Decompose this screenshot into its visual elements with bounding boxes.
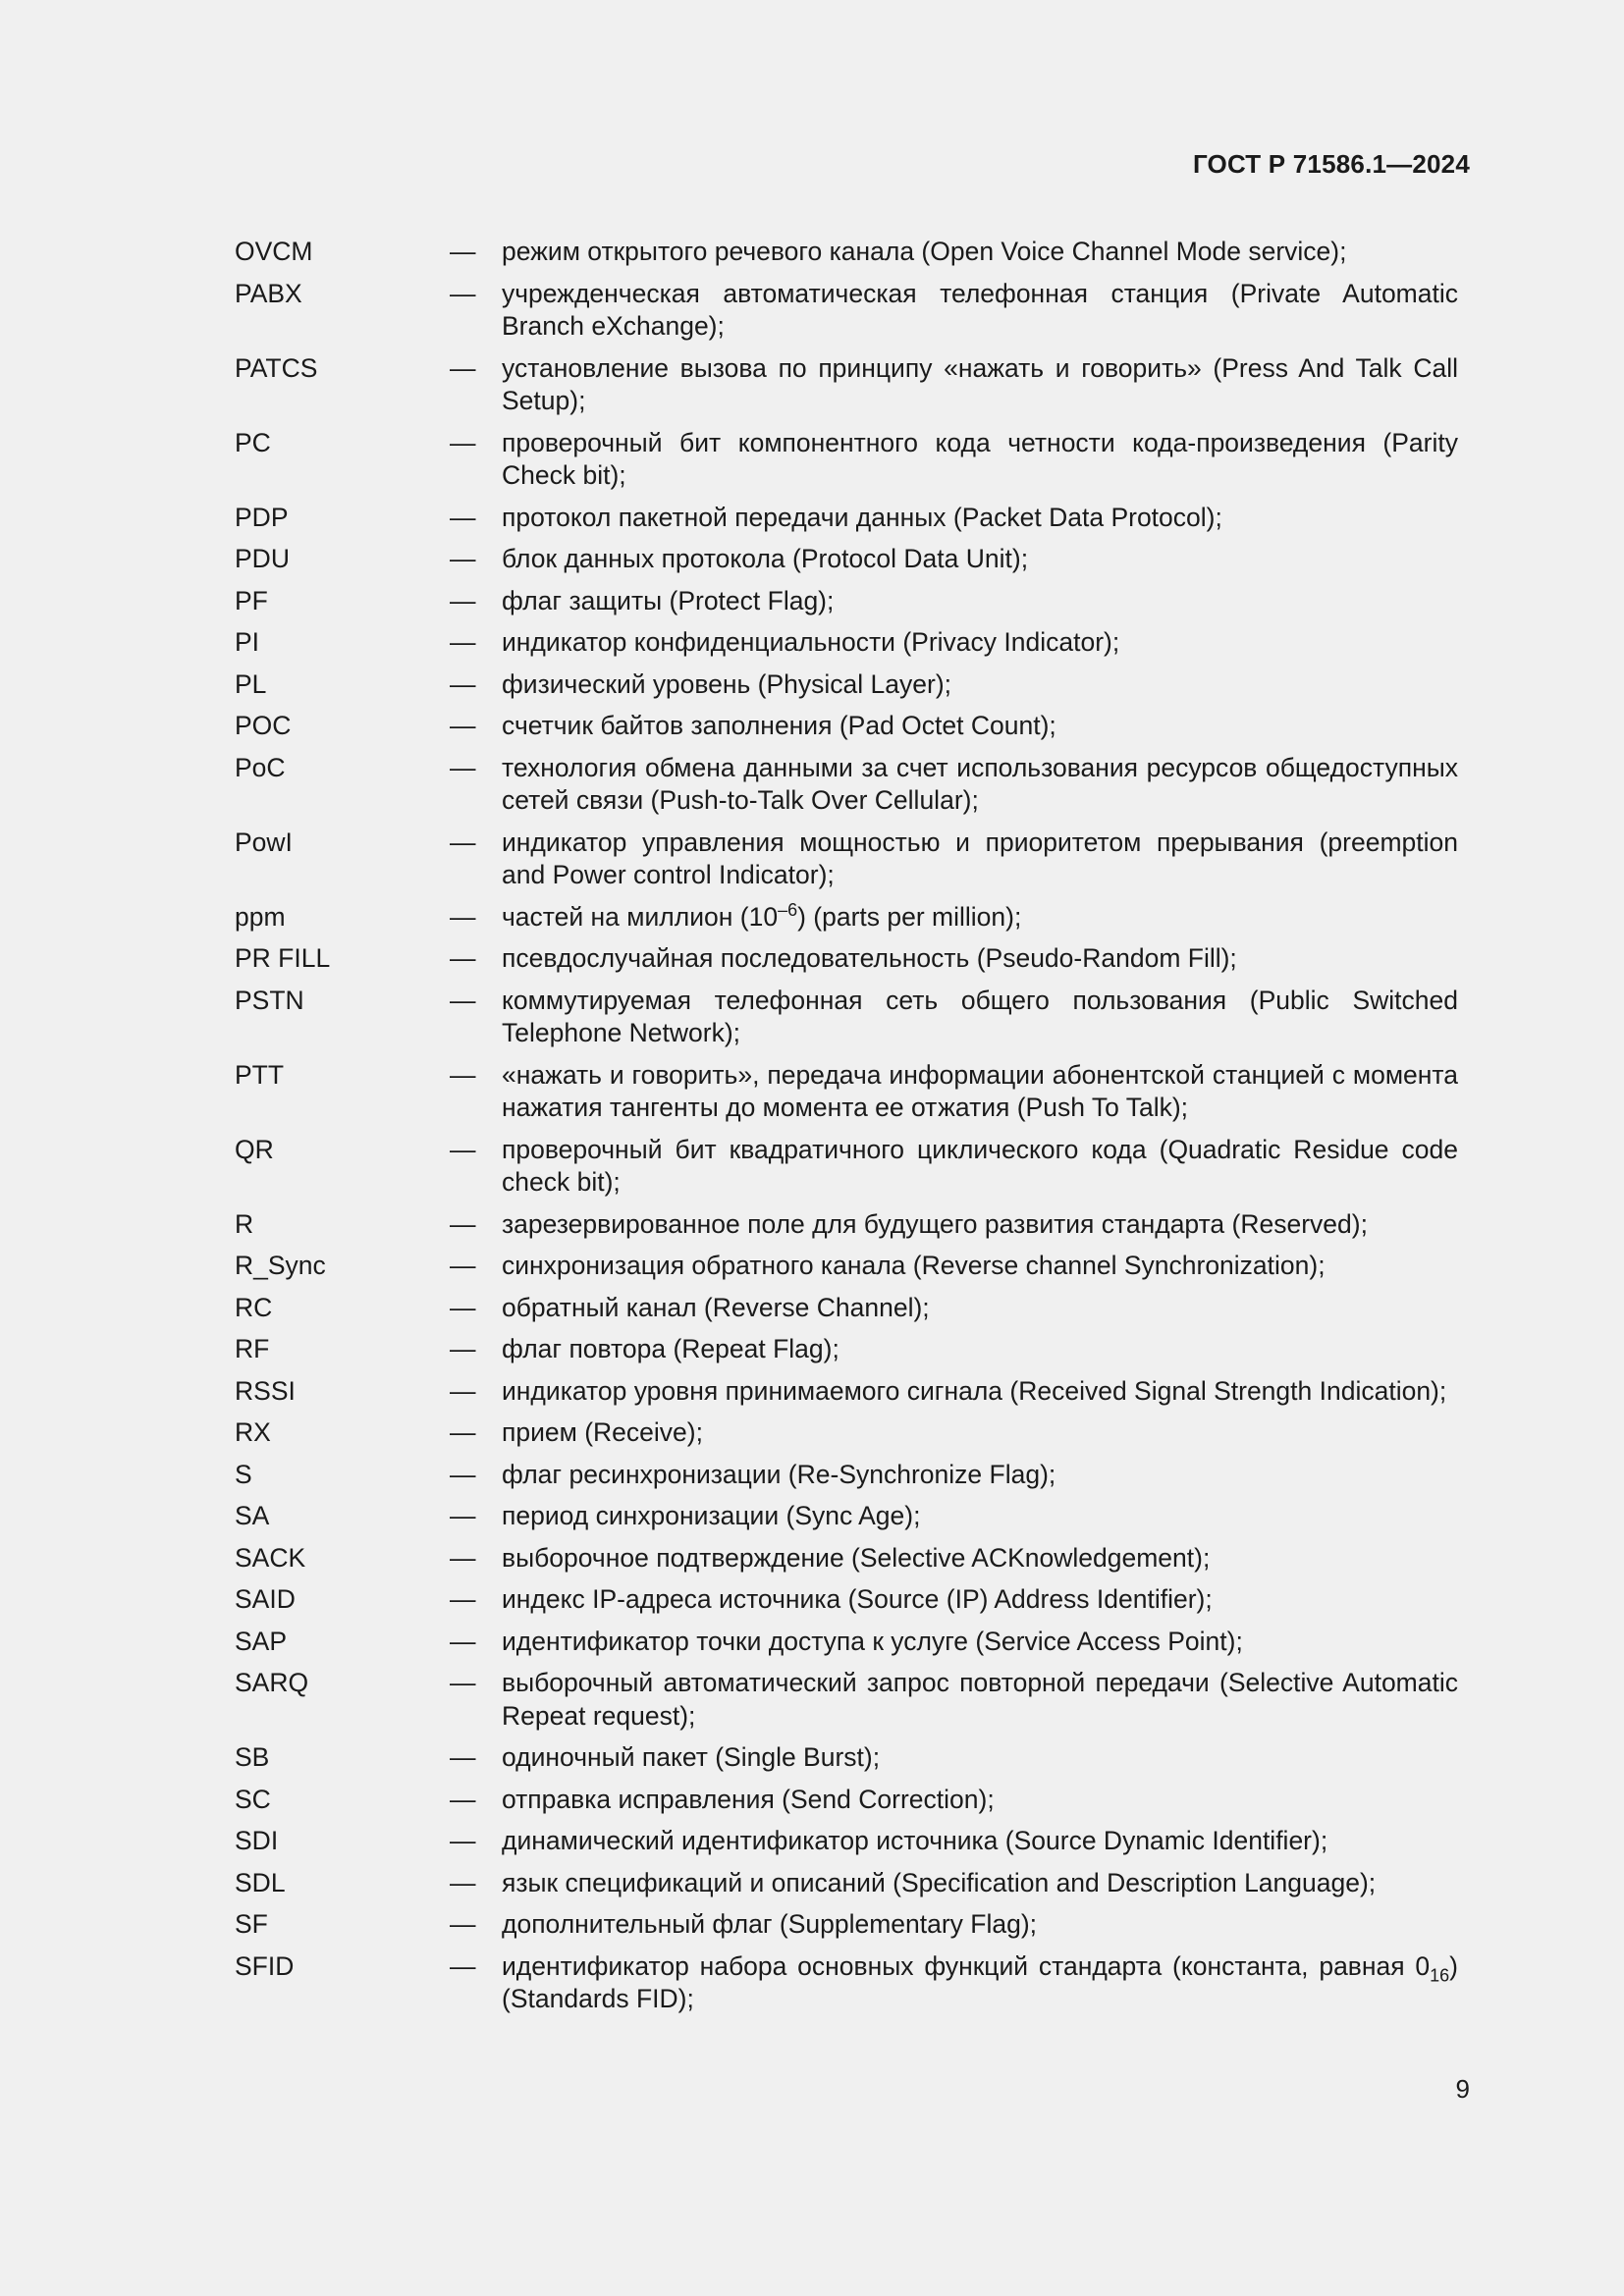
abbreviation-definition: одиночный пакет (Single Burst); <box>502 1742 881 1772</box>
exponent: –6 <box>778 899 798 920</box>
dash-separator: — <box>450 1909 476 1939</box>
page-number: 9 <box>1455 2074 1470 2104</box>
abbreviation-definition: установление вызова по принципу «нажать и говорить» (Press And Talk Call Setup); <box>502 352 1458 415</box>
abbreviation-term: SC <box>235 1784 271 1814</box>
abbreviation-term: SB <box>235 1742 270 1772</box>
abbreviation-term: S <box>235 1459 252 1489</box>
abbreviation-term: PDU <box>235 544 290 573</box>
abbreviation-entry <box>235 1059 1458 1125</box>
abbreviation-entry <box>235 585 1458 618</box>
abbreviation-definition: индикатор конфиденциальности (Privacy Indicator); <box>502 627 1120 657</box>
dash-separator: — <box>450 278 476 308</box>
abbreviation-entry <box>235 1867 1458 1900</box>
abbreviation-list <box>235 236 1458 2025</box>
abbreviation-entry <box>235 1741 1458 1775</box>
dash-separator: — <box>450 585 476 615</box>
dash-separator: — <box>450 1292 476 1322</box>
abbreviation-term: PL <box>235 668 267 699</box>
abbreviation-term: PATCS <box>235 352 318 383</box>
abbreviation-entry <box>235 901 1458 934</box>
abbreviation-entry <box>235 985 1458 1050</box>
abbreviation-term: SA <box>235 1501 270 1530</box>
abbreviation-definition: блок данных протокола (Protocol Data Unit); <box>502 544 1029 573</box>
abbreviation-term: PoC <box>235 752 286 782</box>
abbreviation-entry <box>235 752 1458 818</box>
abbreviation-definition: индекс IP-адреса источника (Source (IP) Address Identifier); <box>502 1584 1213 1614</box>
abbreviation-definition: флаг защиты (Protect Flag); <box>502 585 835 615</box>
abbreviation-entry <box>235 1784 1458 1817</box>
abbreviation-term: POC <box>235 711 292 740</box>
abbreviation-definition: выборочное подтверждение (Selective ACKnowledgement); <box>502 1542 1211 1573</box>
abbreviation-entry <box>235 1208 1458 1242</box>
abbreviation-term: RSSI <box>235 1375 296 1406</box>
abbreviation-term: SF <box>235 1909 268 1939</box>
abbreviation-entry <box>235 1250 1458 1283</box>
dash-separator: — <box>450 943 476 973</box>
dash-separator: — <box>450 427 476 457</box>
abbreviation-entry <box>235 427 1458 493</box>
abbreviation-term: PowI <box>235 827 293 857</box>
abbreviation-definition: технология обмена данными за счет использования ресурсов общедоступных сетей связи (Push-to-Talk Over Cellular); <box>502 752 1458 815</box>
dash-separator: — <box>450 352 476 383</box>
abbreviation-definition: дополнительный флаг (Supplementary Flag); <box>502 1909 1038 1939</box>
definition-text: ) (parts per million); <box>797 901 1022 932</box>
dash-separator: — <box>450 1584 476 1614</box>
abbreviation-entry <box>235 710 1458 743</box>
abbreviation-definition: протокол пакетной передачи данных (Packet Data Protocol); <box>502 502 1222 532</box>
dash-separator: — <box>450 1334 476 1363</box>
abbreviation-definition: индикатор управления мощностью и приоритетом прерывания (preemption and Power control Indicator); <box>502 827 1458 889</box>
abbreviation-entry <box>235 278 1458 344</box>
abbreviation-term: RC <box>235 1292 273 1322</box>
abbreviation-definition: проверочный бит квадратичного циклического кода (Quadratic Residue code check bit); <box>502 1134 1458 1197</box>
abbreviation-entry <box>235 236 1458 269</box>
abbreviation-entry <box>235 626 1458 660</box>
abbreviation-entry <box>235 1667 1458 1733</box>
abbreviation-term: ppm <box>235 901 286 932</box>
abbreviation-definition: зарезервированное поле для будущего развития стандарта (Reserved); <box>502 1208 1368 1239</box>
dash-separator: — <box>450 237 476 266</box>
dash-separator: — <box>450 502 476 532</box>
abbreviation-term: R_Sync <box>235 1251 326 1280</box>
abbreviation-term: PSTN <box>235 985 304 1015</box>
dash-separator: — <box>450 1742 476 1772</box>
dash-separator: — <box>450 752 476 782</box>
abbreviation-definition: выборочный автоматический запрос повторной передачи (Selective Automatic Repeat request); <box>502 1668 1458 1731</box>
abbreviation-term: PI <box>235 627 260 657</box>
abbreviation-definition: язык спецификаций и описаний (Specification and Description Language); <box>502 1867 1377 1897</box>
abbreviation-term: SFID <box>235 1950 295 1981</box>
dash-separator: — <box>450 901 476 932</box>
abbreviation-entry <box>235 1134 1458 1200</box>
dash-separator: — <box>450 1668 476 1697</box>
abbreviation-entry <box>235 942 1458 976</box>
abbreviation-definition: режим открытого речевого канала (Open Voice Channel Mode service); <box>502 237 1347 266</box>
definition-text: идентификатор набора основных функций стандарта (константа, равная 0 <box>502 1950 1431 1981</box>
abbreviation-entry <box>235 502 1458 535</box>
dash-separator: — <box>450 544 476 573</box>
abbreviation-definition: динамический идентификатор источника (Source Dynamic Identifier); <box>502 1826 1328 1855</box>
abbreviation-term: SAP <box>235 1626 288 1656</box>
dash-separator: — <box>450 1208 476 1239</box>
abbreviation-entry <box>235 827 1458 892</box>
abbreviation-definition: флаг повтора (Repeat Flag); <box>502 1334 839 1363</box>
abbreviation-definition: период синхронизации (Sync Age); <box>502 1501 921 1530</box>
dash-separator: — <box>450 1542 476 1573</box>
abbreviation-definition: счетчик байтов заполнения (Pad Octet Count); <box>502 711 1056 740</box>
dash-separator: — <box>450 1059 476 1090</box>
abbreviation-definition: прием (Receive); <box>502 1417 703 1447</box>
abbreviation-entry <box>235 1416 1458 1450</box>
abbreviation-term: OVCM <box>235 237 313 266</box>
abbreviation-term: SDL <box>235 1867 286 1897</box>
abbreviation-entry <box>235 1583 1458 1617</box>
definition-text: ) (Standards FID); <box>502 1950 1458 2013</box>
abbreviation-term: R <box>235 1208 254 1239</box>
abbreviation-term: SAID <box>235 1584 296 1614</box>
abbreviation-entry <box>235 1542 1458 1575</box>
dash-separator: — <box>450 1459 476 1489</box>
abbreviation-entry <box>235 1292 1458 1325</box>
abbreviation-entry <box>235 1459 1458 1492</box>
dash-separator: — <box>450 1417 476 1447</box>
abbreviation-term: PC <box>235 427 271 457</box>
abbreviation-entry <box>235 543 1458 576</box>
abbreviation-entry <box>235 1950 1458 2016</box>
dash-separator: — <box>450 668 476 699</box>
abbreviation-definition: физический уровень (Physical Layer); <box>502 668 952 699</box>
abbreviation-definition: псевдослучайная последовательность (Pseudo-Random Fill); <box>502 943 1237 973</box>
abbreviation-entry <box>235 1626 1458 1659</box>
abbreviation-entry <box>235 1333 1458 1366</box>
dash-separator: — <box>450 1784 476 1814</box>
abbreviation-term: SARQ <box>235 1668 309 1697</box>
abbreviation-definition: проверочный бит компонентного кода четности кода-произведения (Parity Check bit); <box>502 427 1458 490</box>
abbreviation-definition: синхронизация обратного канала (Reverse channel Synchronization); <box>502 1251 1326 1280</box>
abbreviation-entry <box>235 1375 1458 1409</box>
abbreviation-term: PDP <box>235 502 289 532</box>
abbreviation-definition: идентификатор точки доступа к услуге (Service Access Point); <box>502 1626 1243 1656</box>
abbreviation-term: SDI <box>235 1826 279 1855</box>
dash-separator: — <box>450 985 476 1015</box>
abbreviation-term: PTT <box>235 1059 285 1090</box>
abbreviation-definition <box>502 901 1458 934</box>
abbreviation-term: PF <box>235 585 268 615</box>
dash-separator: — <box>450 627 476 657</box>
abbreviation-term: SACK <box>235 1542 306 1573</box>
definition-text: частей на миллион (10 <box>502 901 779 932</box>
document-header: ГОСТ Р 71586.1—2024 <box>1192 149 1470 179</box>
abbreviation-definition: обратный канал (Reverse Channel); <box>502 1292 930 1322</box>
abbreviation-term: PR FILL <box>235 943 331 973</box>
abbreviation-term: RF <box>235 1334 270 1363</box>
dash-separator: — <box>450 711 476 740</box>
abbreviation-definition: учрежденческая автоматическая телефонная станция (Private Automatic Branch eXchange); <box>502 278 1458 341</box>
abbreviation-definition: коммутируемая телефонная сеть общего пользования (Public Switched Telephone Network); <box>502 985 1458 1047</box>
abbreviation-definition: индикатор уровня принимаемого сигнала (Received Signal Strength Indication); <box>502 1375 1447 1406</box>
dash-separator: — <box>450 1626 476 1656</box>
abbreviation-definition <box>502 1950 1458 2016</box>
dash-separator: — <box>450 1950 476 1981</box>
abbreviation-definition: флаг ресинхронизации (Re-Synchronize Flag); <box>502 1459 1056 1489</box>
dash-separator: — <box>450 1826 476 1855</box>
subscript: 16 <box>1430 1964 1450 1985</box>
abbreviation-entry <box>235 352 1458 418</box>
abbreviation-term: RX <box>235 1417 271 1447</box>
dash-separator: — <box>450 1867 476 1897</box>
dash-separator: — <box>450 827 476 857</box>
abbreviation-definition: «нажать и говорить», передача информации абонентской станцией с момента нажатия тангенты до момента ее отжатия (Push To Talk); <box>502 1059 1458 1122</box>
dash-separator: — <box>450 1375 476 1406</box>
dash-separator: — <box>450 1251 476 1280</box>
abbreviation-definition: отправка исправления (Send Correction); <box>502 1784 995 1814</box>
dash-separator: — <box>450 1501 476 1530</box>
dash-separator: — <box>450 1134 476 1164</box>
abbreviation-entry <box>235 668 1458 702</box>
abbreviation-entry <box>235 1825 1458 1858</box>
abbreviation-entry <box>235 1908 1458 1942</box>
abbreviation-term: QR <box>235 1134 274 1164</box>
abbreviation-entry <box>235 1500 1458 1533</box>
abbreviation-term: PABX <box>235 278 302 308</box>
